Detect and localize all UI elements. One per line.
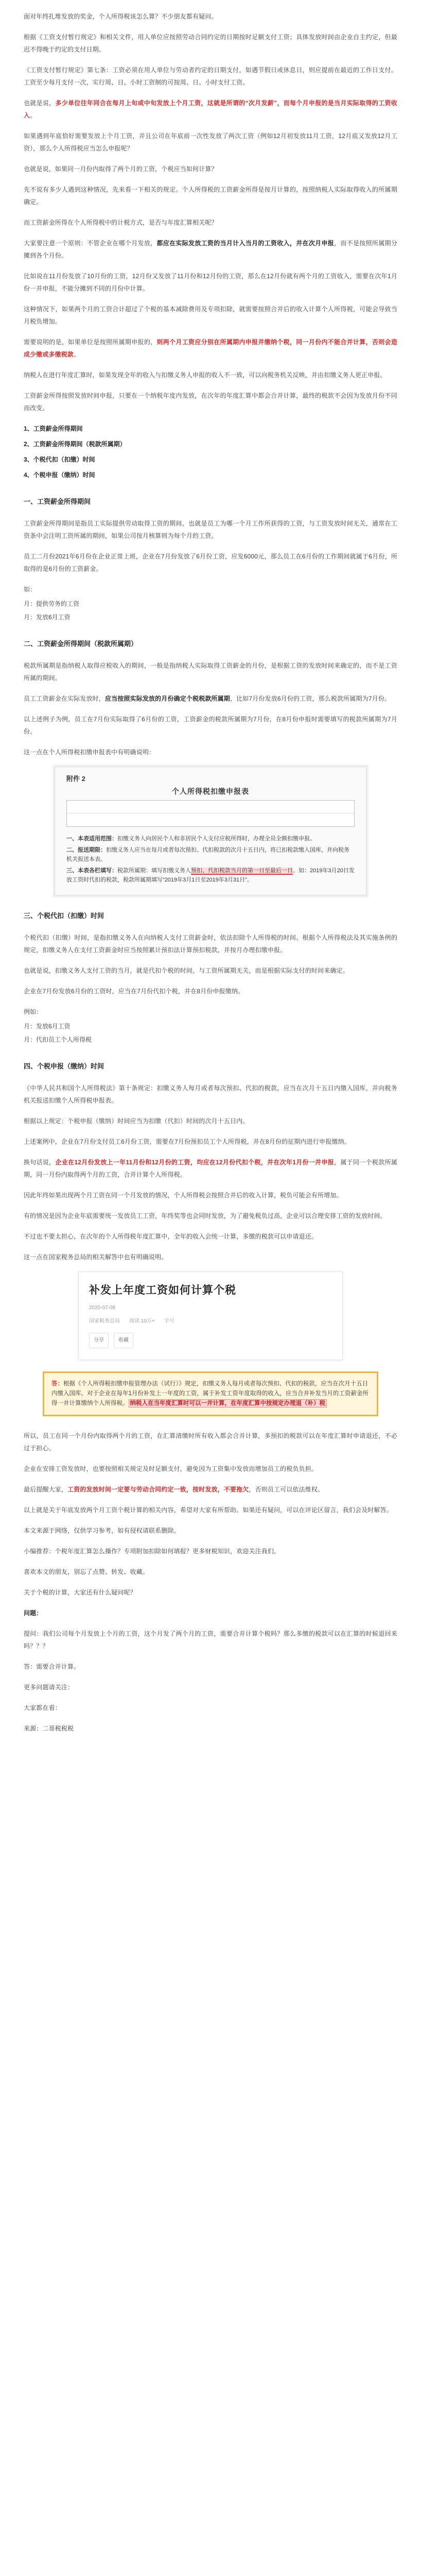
form-screenshot-figure xyxy=(55,767,366,895)
body-paragraph: 本文来源于网络，仅供学习参考，如有侵权请联系删除。 xyxy=(24,1527,180,1534)
body-paragraph: 不过也不要太担心，在次年的个人所得税年度汇算中，全年的收入会统一计算，多缴的税款可以申请退还。 xyxy=(24,1233,318,1240)
example-block xyxy=(24,1006,397,1046)
article-card-title: 补发上年度工资如何计算个税 xyxy=(89,1284,236,1296)
text-segment: 换句话说， xyxy=(24,1159,56,1166)
red-emphasis: 企业在12月份发放上一年11月份和12月份的工资，均应在12月份代扣个税，并在次年1月份一并申报 xyxy=(55,1159,335,1166)
example-line: 月：发放6月工资 xyxy=(24,1023,71,1030)
section-heading-4: 四、个税申报（缴纳）时间 xyxy=(24,1062,104,1070)
section-heading-3: 三、个税代扣（扣缴）时间 xyxy=(24,912,104,920)
body-paragraph: 企业在安排工资发放时，也要按照相关规定及时足额支付，避免因为工资集中发放而增加员工的税负负担。 xyxy=(24,1465,318,1472)
form-note-text: 扣缴义务人应当在每月或者每次预扣、代扣税款的次月十五日内，将已扣税款缴入国库，并向税务机关报送本表。 xyxy=(66,847,349,862)
text-segment: ，比如7月份发放6月份的工资，那么税款所属期为7月份。 xyxy=(230,695,391,702)
outline-item: 2、工资薪金所得期间（税款所属期） xyxy=(24,440,126,448)
article-card-date: 2020-07-08 xyxy=(89,1305,116,1311)
example-label: 例如： xyxy=(24,1008,43,1015)
body-paragraph: 这种情况下，如果两个月的工资合计超过了个税的基本减除费用及专项扣除，就需要按照合并后的收入计算个人所得税，可能会导致当月税负增加。 xyxy=(24,306,397,325)
text-segment: 。 xyxy=(30,112,37,119)
qa-heading: 问题： xyxy=(24,1609,43,1617)
outline-list xyxy=(24,422,397,481)
text-segment: 。 xyxy=(74,351,80,358)
highlight-paragraph xyxy=(24,1483,397,1496)
text-segment: ，否则员工可以依法维权。 xyxy=(249,1486,324,1493)
form-note-text: 税款所属期：填写扣缴义务人 xyxy=(117,868,191,874)
form-annex-label: 附件 2 xyxy=(66,775,85,783)
article-card-views: 阅读 10万+ xyxy=(129,1318,155,1324)
bold-emphasis: 都应在实际发放工资的当月计入当月的工资收入，并在次月申报 xyxy=(156,240,335,247)
text-segment: 员工工资薪金在实际发放时， xyxy=(24,695,105,702)
body-paragraph: 这一点在国家税务总局的相关解答中也有明确说明。 xyxy=(24,1253,168,1261)
share-button: 分享 xyxy=(89,1333,109,1348)
body-paragraph: 企业在7月份发放6月份的工资时，应当在7月份代扣个税，并在8月份申报缴纳。 xyxy=(24,988,244,995)
qa-answer: 答：需要合并计算。 xyxy=(24,1663,80,1670)
body-paragraph: 先不说有多少人遇到这种情况，先来看一下相关的规定。个人所得税的工资薪金所得是按月计算的，按照纳税人实际取得收入的所属期确定。 xyxy=(24,186,397,206)
outline-item: 1、工资薪金所得期间 xyxy=(24,425,83,432)
example-block xyxy=(24,583,397,623)
example-line: 月：提供劳务的工资 xyxy=(24,600,80,607)
quote-mark: 答： xyxy=(51,1381,63,1387)
regulation-quote-figure xyxy=(43,1371,378,1416)
article-card-actions xyxy=(89,1333,332,1348)
body-paragraph: 个税代扣（扣缴）时间，是指扣缴义务人在向纳税人支付工资薪金时，依法扣除个人所得税的时间。根据个人所得税法及其实施条例的规定，扣缴义务人在支付工资薪金时应当按照累计预扣法计算预扣税款，并按月办理扣缴申报。 xyxy=(24,934,397,954)
form-highlight: 预扣、代扣税款当月的第一日至最后一日 xyxy=(191,868,293,874)
form-note-label: 三、本表各栏填写： xyxy=(66,868,117,874)
body-paragraph: 《中华人民共和国个人所得税法》第十条规定：扣缴义务人每月或者每次预扣、代扣的税款，应当在次月十五日内缴入国库，并向税务机关报送扣缴个人所得税申报表。 xyxy=(24,1084,397,1104)
example-line: 月：发放6月工资 xyxy=(24,614,71,621)
red-emphasis: 则两个月工资应分别在所属期内申报并缴纳个税，同一月份内不能合并计算，否则会造成少缴或多缴税款 xyxy=(24,338,397,358)
rule-paragraph xyxy=(24,692,397,705)
form-note xyxy=(66,866,355,885)
bold-emphasis: 应当按照实际发放的月份确定个税税款所属期 xyxy=(104,695,230,702)
red-emphasis: 工资的发放时间一定要与劳动合同约定一致，按时发放，不要拖欠 xyxy=(67,1486,249,1493)
form-note xyxy=(66,834,355,843)
source-line: 来源：二哥税税税 xyxy=(24,1725,74,1732)
form-note-label: 二、报送期限： xyxy=(66,847,106,853)
body-paragraph: 这一点在个人所得税扣缴申报表中有明确说明： xyxy=(24,749,155,756)
red-emphasis: 多少单位往年同合在每月上旬或中旬发放上个月工资，这就是所谓的“次月发薪”，而每个月申报的是当月实际取得的工资收入 xyxy=(24,99,397,119)
body-paragraph: 喜欢本文的朋友，别忘了点赞、转发、收藏。 xyxy=(24,1568,149,1575)
highlight-paragraph xyxy=(24,1156,397,1181)
body-paragraph: 工资薪金所得按照发放时间申报，只要在一个纳税年度内发放，在次年的年度汇算中都会合并计算，最终的税款不会因为发放月份不同而改变。 xyxy=(24,392,397,412)
example-label: 如： xyxy=(24,586,37,593)
body-paragraph: 工资薪金所得期间是指员工实际提供劳动取得工资的期间，也就是员工为哪一个月工作所获得的工资，与工资发放时间无关，通常在工资条中会注明工资所属的期间，如果公司按月核算则为每个月的工资。 xyxy=(24,520,397,539)
article-body xyxy=(24,10,397,1750)
body-paragraph: 所以，员工在同一个月份内取得两个月的工资，在汇算清缴时所有收入都会合并计算，多预扣的税款可以在年度汇算时申请退还，不必过于担心。 xyxy=(24,1432,397,1452)
quote-text: 根据《个人所得税扣缴申报管理办法（试行）》规定，扣缴义务人每月或者每次预扣、代扣的税款，应当在次月十五日内缴入国库。对于企业在每年1月份补发上一年度的工资，属于补发工资年度取得的收入，应当合并补发当月的工资薪金所得一并计算缴纳个人所得税。 xyxy=(51,1381,369,1406)
warning-paragraph xyxy=(24,336,397,361)
text-segment: 最后提醒大家， xyxy=(24,1486,68,1493)
form-note xyxy=(66,845,355,864)
body-paragraph: 关于个税的计算，大家还有什么疑问呢？ xyxy=(24,1589,136,1596)
form-note-text: 扣缴义务人向居民个人和非居民个人支付应税所得时，办理全员全额扣缴申报。 xyxy=(117,836,315,842)
text-segment: 大家要注意一个原则：不管企业在哪个月发放， xyxy=(24,240,157,247)
tax-article-screenshot xyxy=(78,1272,343,1360)
text-segment: 需要说明的是，如果单位是按照所属期申报的， xyxy=(24,338,157,346)
body-paragraph: 上述案例中，企业在7月份支付员工6月份工资，需要在7月份预扣员工个人所得税，并在8月份的征期内进行申报缴纳。 xyxy=(24,1138,350,1145)
outline-item: 4、个税申报（缴纳）时间 xyxy=(24,471,95,479)
intro-paragraph: 根据《工资支付暂行规定》和相关文件，用人单位应按照劳动合同约定的日期按时足额支付工资；具体发放时间由企业自主约定，但最迟不得晚于约定的支付日期。 xyxy=(24,33,397,53)
body-paragraph: 纳税人在进行年度汇算时，如果发现全年的收入与扣缴义务人申报的收入不一致，可以向税务机关反映，并由扣缴义务人更正申报。 xyxy=(24,371,387,379)
body-paragraph: 以上就是关于年底发放两个月工资个税计算的相关内容，希望对大家有所帮助。如果还有疑问，可以在评论区留言，我们会及时解答。 xyxy=(24,1506,393,1514)
section-heading-2: 二、工资薪金所得期间（税款所属期） xyxy=(24,640,138,648)
text-segment: 也就是说， xyxy=(24,99,56,107)
body-paragraph: 也就是说，扣缴义务人支付工资的当月，就是代扣个税的时间，与工资所属期无关，而是根据实际支付的时间来确定。 xyxy=(24,967,349,974)
body-paragraph: 因此年终如果出现两个月工资在同一个月发放的情况，个人所得税会按照合并后的收入计算，税负可能会有所增加。 xyxy=(24,1192,343,1199)
form-title: 个人所得税扣缴申报表 xyxy=(172,787,249,795)
body-paragraph: 有的情况是因为企业年底需要统一发放员工工资，年终奖等也会同时发放，为了避免税负过高，企业可以合理安排工资的发放时间。 xyxy=(24,1212,387,1219)
highlight-paragraph xyxy=(24,97,397,122)
related-heading: 大家都在看： xyxy=(24,1704,61,1711)
body-paragraph: 比如说在11月份发放了10月份的工资，12月份又发放了11月份和12月份的工资，那么在12月份就有两个月的工资收入，需要在次年1月份一并申报，不能分摊到不同的月份中计算。 xyxy=(24,273,397,292)
form-note-text: 。如：2019年3月20日发放工资时代扣的税款，税款所属期填写“2019年3月1日至2019年3月31日”。 xyxy=(66,868,355,883)
outline-item: 3、个税代扣（扣缴）时间 xyxy=(24,456,95,463)
body-paragraph: 税款所属期是指纳税人取得应税收入的期间，一般是指纳税人实际取得工资薪金的月份，是根据工资的发放时间来确定的，而不是工资所属的期间。 xyxy=(24,662,397,682)
article-card-meta-row xyxy=(89,1315,332,1328)
body-paragraph: 员工二月份2021年6月份在企业正常上班，企业在7月份发放了6月份工资，应发6000元，那么员工在6月份的工作期间就属于6月份，所取得的是6月份的工资薪金。 xyxy=(24,553,397,572)
example-line: 月：代扣员工个人所得税 xyxy=(24,1036,92,1043)
qa-question: 提问：我们公司每个月发放上个月的工资，这个月发了两个月的工资，需要合并计算个税吗？那么多缴的税款可以在汇算的时候退回来吗？？？ xyxy=(24,1630,397,1650)
quote-highlight: 纳税人在当年度汇算时可以一并计算，在年度汇算中按规定办理退（补）税 xyxy=(129,1399,327,1408)
form-note-label: 一、本表适用范围： xyxy=(66,836,117,842)
body-paragraph: 小编推荐：个税年度汇算怎么操作？专项附加扣除如何填报？更多财税知识，欢迎关注我们。 xyxy=(24,1548,280,1555)
favorite-button: 收藏 xyxy=(114,1333,133,1348)
body-paragraph: 也就是说，如果同一月份内取得了两个月的工资，个税应当如何计算？ xyxy=(24,165,218,173)
body-paragraph: 根据以上规定：个税申报（缴纳）时间应当为扣缴（代扣）时间的次月十五日内。 xyxy=(24,1117,249,1125)
follow-prompt: 更多问题请关注： xyxy=(24,1684,74,1691)
article-card-source: 国家税务总局 xyxy=(89,1318,120,1324)
body-paragraph: 如果遇到年底恰好需要发放上个月工资，并且公司在年底前一次性发放了两次工资（例如12月初发放11月工资，12月底又发放12月工资），那么个人所得税应当怎么申报呢？ xyxy=(24,132,397,152)
text-segment: ，属于同一个税款所属期，同一月份内取得两个月的工资，合并计算个人所得税。 xyxy=(24,1159,397,1178)
intro-paragraph: 《工资支付暂行规定》第七条：工资必须在用人单位与劳动者约定的日期支付，如遇节假日或休息日，则应提前在最近的工作日支付。工资至少每月支付一次，实行周、日、小时工资制的可按周、日、小时支付工资。 xyxy=(24,66,397,86)
rule-paragraph xyxy=(24,237,397,262)
body-paragraph: 而工资薪金所得在个人所得税中的计税方式，是否与年度汇算相关呢？ xyxy=(24,219,218,226)
text-segment: ，而不是按照所属期分摊到各个月份。 xyxy=(24,240,397,259)
article-card-font-size: 字号 xyxy=(164,1318,174,1324)
form-table-placeholder xyxy=(66,800,355,827)
section-heading-1: 一、工资薪金所得期间 xyxy=(24,498,91,505)
body-paragraph: 以上述例子为例，员工在7月份实际取得了6月份的工资，工资薪金的税款所属期为7月份，在8月份申报时需要填写的税款所属期为7月份。 xyxy=(24,716,397,735)
intro-paragraph: 面对年终扎堆发放的奖金，个人所得税该怎么算？不少朋友都有疑问。 xyxy=(24,13,218,20)
